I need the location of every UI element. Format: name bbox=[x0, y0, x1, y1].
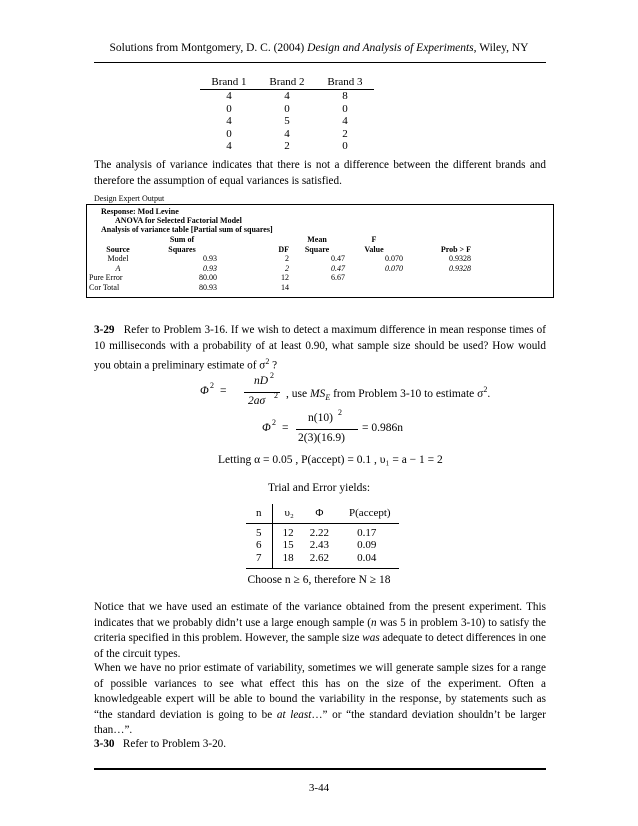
table-row: 5 12 2.22 0.17 bbox=[246, 523, 399, 539]
problem-3-30: 3-30 Refer to Problem 3-20. bbox=[94, 738, 227, 750]
brand-table bbox=[200, 76, 374, 153]
design-expert-output-box bbox=[86, 204, 554, 298]
anova-table: Sum of Mean F Source Squares DF Square Value Prob > F Model 0.93 2 0.47 0.070 0.9328 A 0.93 2 0.47 0.070 0.9328 Pure Error 80.00 12 6.67 Cor Total 80.93 14 bbox=[89, 235, 471, 292]
fraction-bar bbox=[296, 429, 358, 430]
table-row: A 0.93 2 0.47 0.070 0.9328 bbox=[115, 263, 471, 273]
problem-number: 3-30 bbox=[94, 738, 115, 750]
trial-title: Trial and Error yields: bbox=[267, 482, 371, 494]
anova-subtitle: Analysis of variance table [Partial sum of squares] bbox=[101, 225, 273, 234]
equation-phi-value: Φ 2 = n(10) 2 2(3)(16.9) = 0.986n bbox=[262, 408, 403, 444]
table-row: 4 5 4 bbox=[226, 115, 348, 128]
design-expert-title: Design Expert Output bbox=[94, 194, 165, 203]
brand-header: Brand 3 bbox=[316, 76, 374, 90]
variance-notice-paragraph: Notice that we have used an estimate of the variance obtained from the present experiment. This indicates that we probably didn’t use a large enough sample (n was 5 in problem 3-10) to satisfy the criteria specified in this problem. However, the sample size was adequate to detect differences in one of the circuit types. bbox=[94, 601, 546, 660]
table-row: 0 0 0 bbox=[226, 102, 348, 115]
equation-phi-squared: Φ 2 = nD 2 2aσ 2 , use $MS_E$ from Problem 3-10 to estimate $\sigma^2$. bbox=[200, 371, 491, 407]
response-line: Response: Mod Levine bbox=[101, 207, 179, 216]
prior-estimate-paragraph: When we have no prior estimate of variability, sometimes we will generate sample sizes for a range of possible variances to see what effect this has on the size of the experiment. Often a knowledgeable expert will be able to bound the variability in the response, by statements such as “the standard deviation is going to be at least…” or “the standard deviation shouldn’t be larger than…”. bbox=[94, 662, 546, 736]
table-row: 7 18 2.62 0.04 bbox=[246, 552, 399, 569]
header-rule bbox=[94, 62, 546, 63]
table-row: Cor Total 80.93 14 bbox=[89, 282, 289, 292]
brand-header: Brand 2 bbox=[258, 76, 316, 90]
page-number: 3-44 bbox=[308, 782, 330, 794]
anova-conclusion-paragraph: The analysis of variance indicates that there is not a difference between the different brands and therefore the assumption of equal variances is satisfied. bbox=[94, 159, 546, 187]
running-header: Solutions from Montgomery, D. C. (2004) Design and Analysis of Experiments, Wiley, NY bbox=[109, 42, 529, 54]
trial-table: n υ₂ Φ P(accept) 5 12 2.22 0.17 6 15 2.43 0.09 7 18 2.62 0.04 bbox=[246, 504, 399, 569]
brand-header: Brand 1 bbox=[200, 76, 258, 90]
letting-line: Letting α = 0.05 , P(accept) = 0.1 , υ₁ = a − 1 = 2 bbox=[218, 454, 443, 466]
book-title: Design and Analysis of Experiments bbox=[307, 42, 474, 54]
table-row: Model 0.93 2 0.47 0.070 0.9328 bbox=[107, 254, 471, 264]
footer-rule bbox=[94, 768, 546, 770]
table-row: 4 2 0 bbox=[226, 140, 348, 153]
anova-title: ANOVA for Selected Factorial Model bbox=[115, 216, 242, 225]
problem-3-29: 3-29 Refer to Problem 3-16. If we wish to detect a maximum difference in mean response times of 10 milliseconds with a probability of at least 0.90, what sample size should be used? How would you obtain a preliminary estimate of $\sigma^2$ ? bbox=[94, 324, 546, 372]
table-row: 6 15 2.43 0.09 bbox=[246, 539, 399, 552]
choose-line: Choose n ≥ 6, therefore N ≥ 18 bbox=[247, 574, 391, 586]
table-row: 4 4 8 bbox=[226, 90, 348, 102]
problem-number: 3-29 bbox=[94, 324, 115, 336]
table-row: Pure Error 80.00 12 6.67 bbox=[89, 273, 345, 283]
table-row: 0 4 2 bbox=[226, 127, 348, 140]
